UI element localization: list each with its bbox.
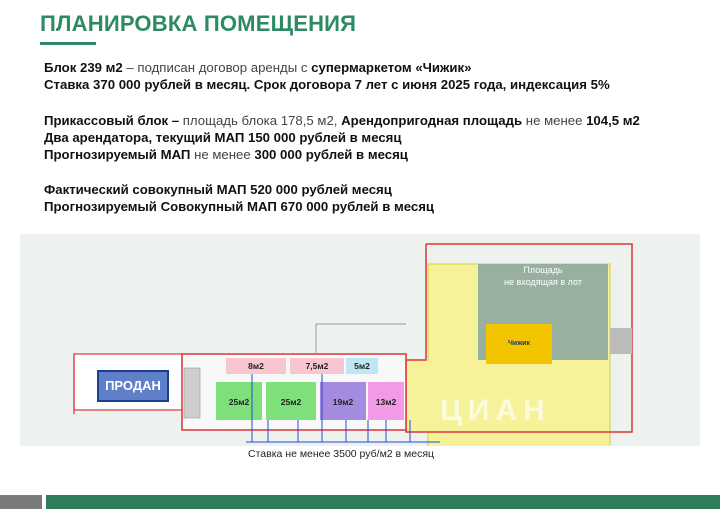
title-underline (40, 42, 96, 45)
unit-label: 25м2 (228, 397, 250, 407)
checkout-block-label: Прикассовый блок – (44, 113, 180, 128)
forecast-map-value: 300 000 рублей в месяц (254, 147, 408, 162)
supermarket-lease-line (44, 59, 684, 76)
unit-label: 13м2 (375, 397, 397, 407)
floor-plan (20, 234, 700, 446)
tenant-name: супермаркетом «Чижик» (311, 60, 472, 75)
forecast-min-text: не менее (190, 147, 255, 162)
rentable-area-label: Арендопригодная площадь (341, 113, 523, 128)
unit-label: 7,5м2 (305, 361, 329, 371)
forecast-map-label: Прогнозируемый МАП (44, 147, 191, 162)
actual-total-map-line: Фактический совокупный МАП 520 000 рублей месяц (44, 182, 392, 197)
rate-caption: Ставка не менее 3500 руб/м2 в месяц (248, 448, 435, 460)
stair-block (610, 328, 632, 354)
unit-label: 19м2 (332, 397, 354, 407)
rentable-area-value: 104,5 м2 (586, 113, 640, 128)
current-map-line: Два арендатора, текущий МАП 150 000 рублей в месяц (44, 130, 402, 145)
watermark-logo: ЦИАН (440, 394, 551, 427)
excluded-line1: Площадь (523, 265, 563, 275)
unit-label: 8м2 (248, 361, 264, 371)
sold-badge: ПРОДАН (97, 370, 169, 402)
supermarket-block-info (44, 59, 684, 93)
checkout-area-line (44, 112, 684, 129)
lease-terms-line: Ставка 370 000 рублей в месяц. Срок договора 7 лет с июня 2025 года, индексация 5% (44, 77, 610, 92)
unit-label: 25м2 (280, 397, 302, 407)
footer-bar (46, 495, 720, 509)
forecast-map-line (44, 146, 684, 163)
block-area-label: Блок 239 м2 (44, 60, 123, 75)
footer-page-marker (0, 495, 42, 509)
lease-signed-text: – подписан договор аренды с (122, 60, 312, 75)
checkout-area-text: площадь блока 178,5 м2, (179, 113, 342, 128)
forecast-total-map-line: Прогнозируемый Совокупный МАП 670 000 рублей в месяц (44, 199, 435, 214)
unit-label: 5м2 (354, 361, 370, 371)
excluded-line2: не входящая в лот (504, 277, 582, 287)
total-map-info (44, 181, 684, 215)
stairs (184, 368, 200, 418)
excluded-area-label (478, 264, 608, 304)
checkout-block-info (44, 112, 684, 163)
page-title: ПЛАНИРОВКА ПОМЕЩЕНИЯ (40, 11, 357, 36)
rentable-min-text: не менее (522, 113, 587, 128)
tenant-logo: Чижик (508, 340, 530, 347)
